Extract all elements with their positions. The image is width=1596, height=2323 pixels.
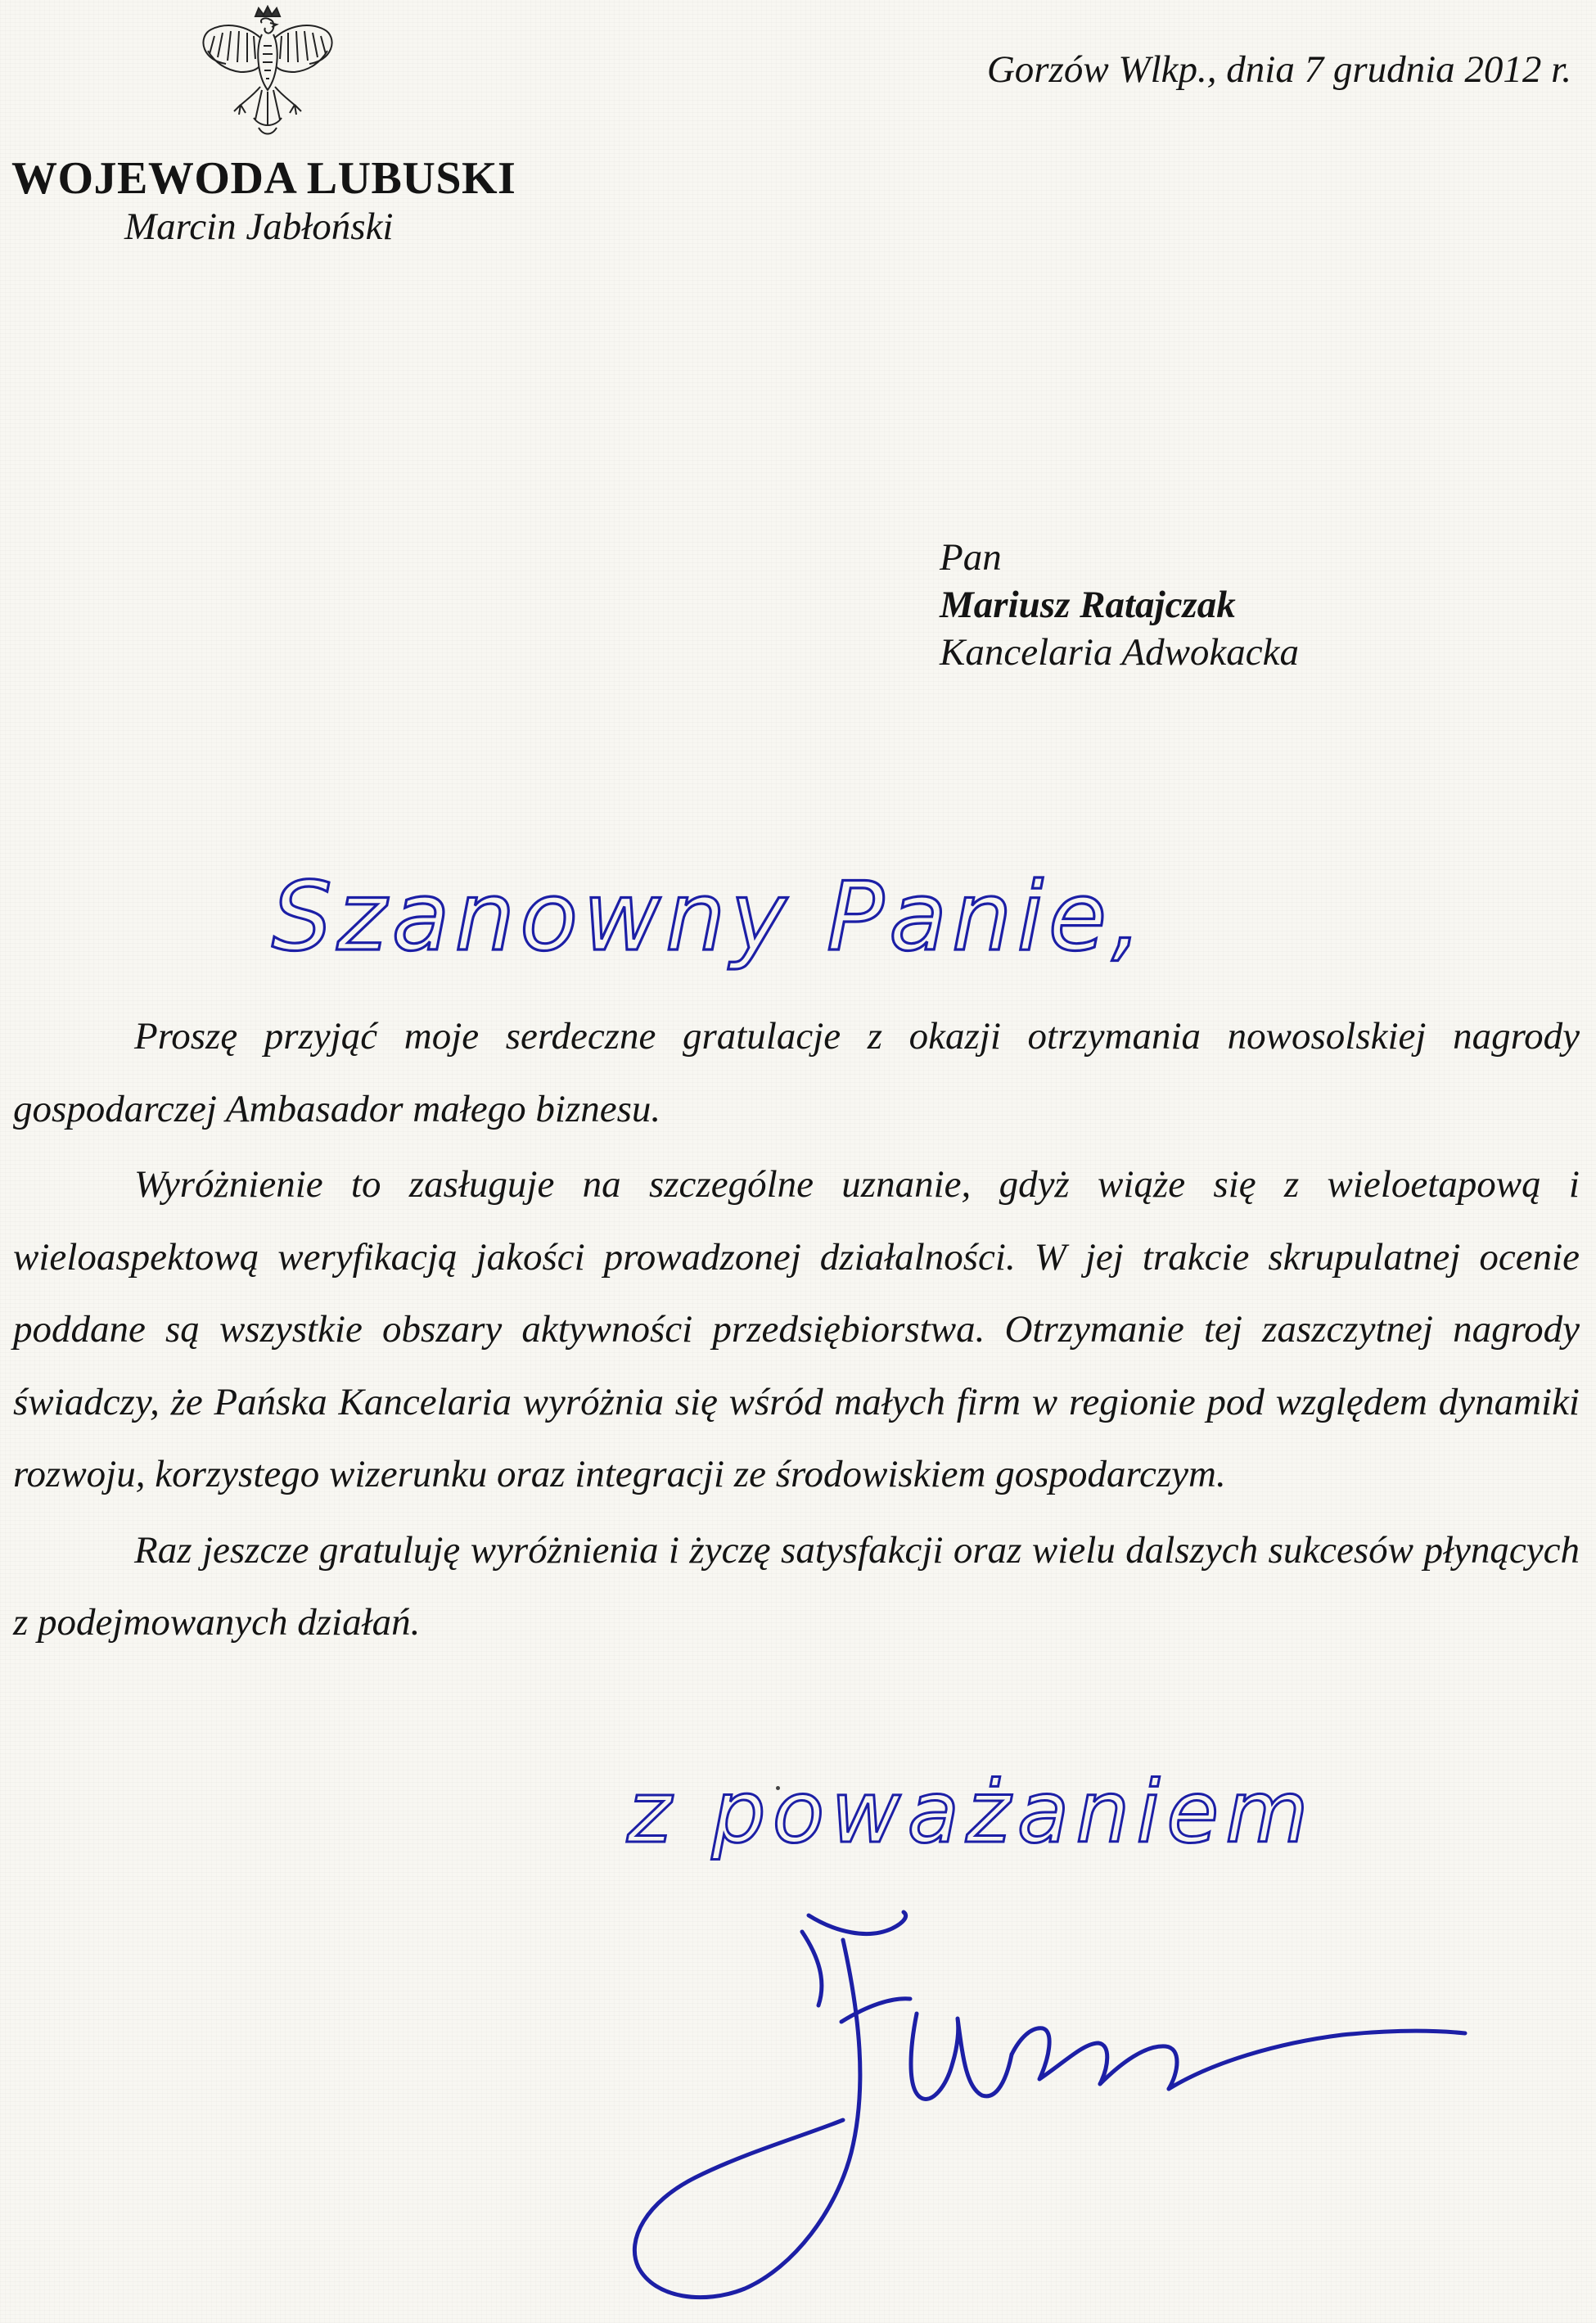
handwritten-closing: [619, 1760, 1470, 1883]
handwritten-signature-icon: [622, 1883, 1481, 2308]
body-paragraph: Proszę przyjąć moje serdeczne gratulacje z okazji otrzymania nowosolskiej nagrody gospodarczej Ambasador małego biznesu.: [13, 1015, 1580, 1130]
place-date-line: Gorzów Wlkp., dnia 7 grudnia 2012 r.: [986, 48, 1571, 91]
body-paragraph: Raz jeszcze gratuluję wyróżnienia i życzę satysfakcji oraz wielu dalszych sukcesów płynących z podejmowanych działań.: [13, 1528, 1580, 1644]
handwritten-greeting: [267, 851, 1200, 999]
body-paragraph: Wyróżnienie to zasługuje na szczególne uznanie, gdyż wiąże się z wieloetapową i wieloaspektową weryfikacją jakości prowadzonej działalności. W jej trakcie skrupulatnej ocenie poddane są wszystkie obszary aktywności przedsiębiorstwa. Otrzymanie tej zaszczytnej nagrody świadczy, że Pańska Kancelaria wyróżnia się wśród małych firm w regionie pod względem dynamiki rozwoju, korzystego wizerunku oraz integracji ze środowiskiem gospodarczym.: [13, 1163, 1580, 1495]
handwritten-greeting-text: Szanowny Panie,: [272, 862, 1147, 972]
handwritten-closing-text: z poważaniem: [627, 1762, 1315, 1862]
sender-name: Marcin Jabłoński: [124, 205, 394, 248]
letter-body: [13, 1000, 1580, 1662]
recipient-block: [940, 534, 1299, 676]
polish-eagle-emblem-icon: [190, 5, 345, 149]
recipient-salutation-word: Pan: [940, 536, 1002, 579]
recipient-name: Mariusz Ratajczak: [940, 584, 1236, 626]
recipient-organization: Kancelaria Adwokacka: [940, 631, 1300, 674]
sender-title: WOJEWODA LUBUSKI: [11, 153, 516, 204]
